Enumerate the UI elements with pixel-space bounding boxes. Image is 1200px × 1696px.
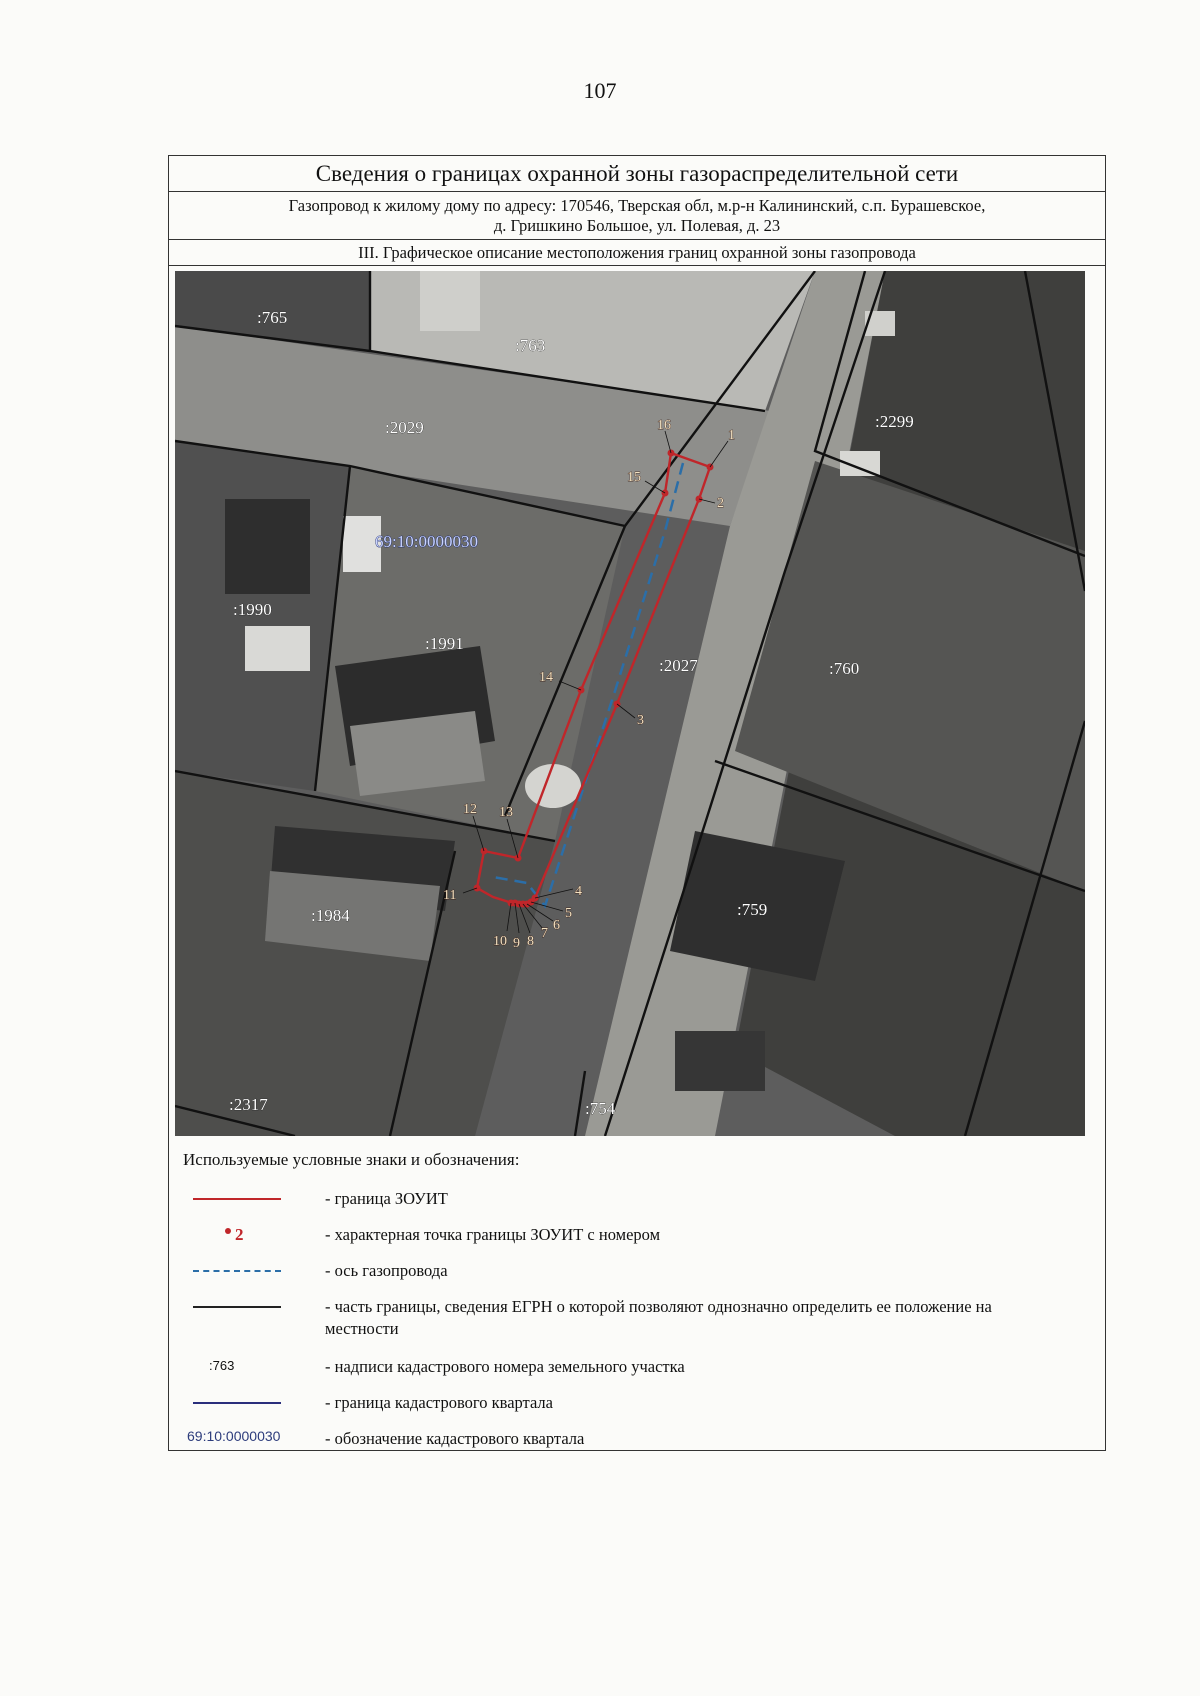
quarter-label-icon	[187, 1428, 293, 1468]
parcel-label: :2027	[659, 656, 698, 675]
legend-sample: 2	[235, 1225, 244, 1244]
legend-sample: 69:10:0000030	[187, 1428, 281, 1444]
parcel-label-icon	[193, 1356, 293, 1396]
legend-text: - надписи кадастрового номера земельного участка	[325, 1357, 685, 1376]
parcel-label: :765	[257, 308, 288, 327]
building-roof	[350, 711, 485, 796]
blue-line-icon	[193, 1392, 293, 1432]
parcel-label: :763	[515, 336, 546, 355]
point-label: 1	[728, 428, 735, 443]
legend-text: - часть границы, сведения ЕГРН о которой позволяют однозначно определить ее положение на местности	[325, 1297, 992, 1338]
legend-text: - обозначение кадастрового квартала	[325, 1429, 585, 1448]
point-label: 13	[499, 805, 513, 820]
legend-text: - граница ЗОУИТ	[325, 1189, 448, 1208]
address-line-1: Газопровод к жилому дому по адресу: 170546, Тверская обл, м.р-н Калининский, с.п. Бурашевское,	[288, 196, 986, 215]
building-roof	[245, 626, 310, 671]
cadastral-quarter-label: 69:10:0000030	[375, 532, 478, 551]
point-label: 3	[637, 713, 644, 728]
blue-dashed-line-icon	[193, 1260, 293, 1300]
map-canvas	[175, 271, 1085, 1136]
parcel-label: :2317	[229, 1095, 268, 1114]
section-title: III. Графическое описание местоположения границ охранной зоны газопровода	[169, 240, 1105, 266]
building-roof	[225, 499, 310, 594]
satellite-map	[175, 271, 1085, 1136]
point-label: 10	[493, 934, 507, 949]
parcel-label: :2299	[875, 412, 914, 431]
point-label: 12	[463, 802, 477, 817]
point-label: 7	[541, 926, 548, 941]
building-roof	[420, 271, 480, 331]
parcel-label: :2029	[385, 418, 424, 437]
point-label: 11	[443, 888, 457, 903]
page-number: 107	[583, 78, 617, 103]
point-label: 16	[657, 418, 671, 433]
parcel-label: :1991	[425, 634, 464, 653]
point-label: 6	[553, 918, 560, 933]
address-block	[169, 192, 1105, 240]
point-label: 14	[539, 670, 553, 685]
point-label: 4	[575, 884, 582, 899]
legend-title: Используемые условные знаки и обозначения:	[183, 1150, 520, 1169]
parcel-label: :754	[585, 1099, 616, 1118]
building-roof	[675, 1031, 765, 1091]
parcel-label: :760	[829, 659, 860, 678]
parcel-label: :759	[737, 900, 768, 919]
point-label: 5	[565, 906, 572, 921]
legend-text: - характерная точка границы ЗОУИТ с номером	[325, 1225, 661, 1244]
point-label: 8	[527, 934, 534, 949]
black-line-icon	[193, 1296, 293, 1336]
legend-text: - граница кадастрового квартала	[325, 1393, 553, 1412]
address-line-2: д. Гришкино Большое, ул. Полевая, д. 23	[493, 216, 781, 235]
red-line-icon	[193, 1188, 293, 1228]
point-label: 15	[627, 470, 641, 485]
document-title: Сведения о границах охранной зоны газораспределительной сети	[169, 156, 1105, 192]
point-label: 9	[513, 936, 520, 951]
point-label: 2	[717, 496, 724, 511]
red-dot-icon	[193, 1224, 293, 1264]
legend-sample: :763	[209, 1358, 235, 1373]
parcel-label: :1984	[311, 906, 350, 925]
parcel-label: :1990	[233, 600, 272, 619]
legend-text: - ось газопровода	[325, 1261, 448, 1280]
document-frame	[168, 155, 1106, 1451]
terrain-patch	[525, 764, 581, 808]
